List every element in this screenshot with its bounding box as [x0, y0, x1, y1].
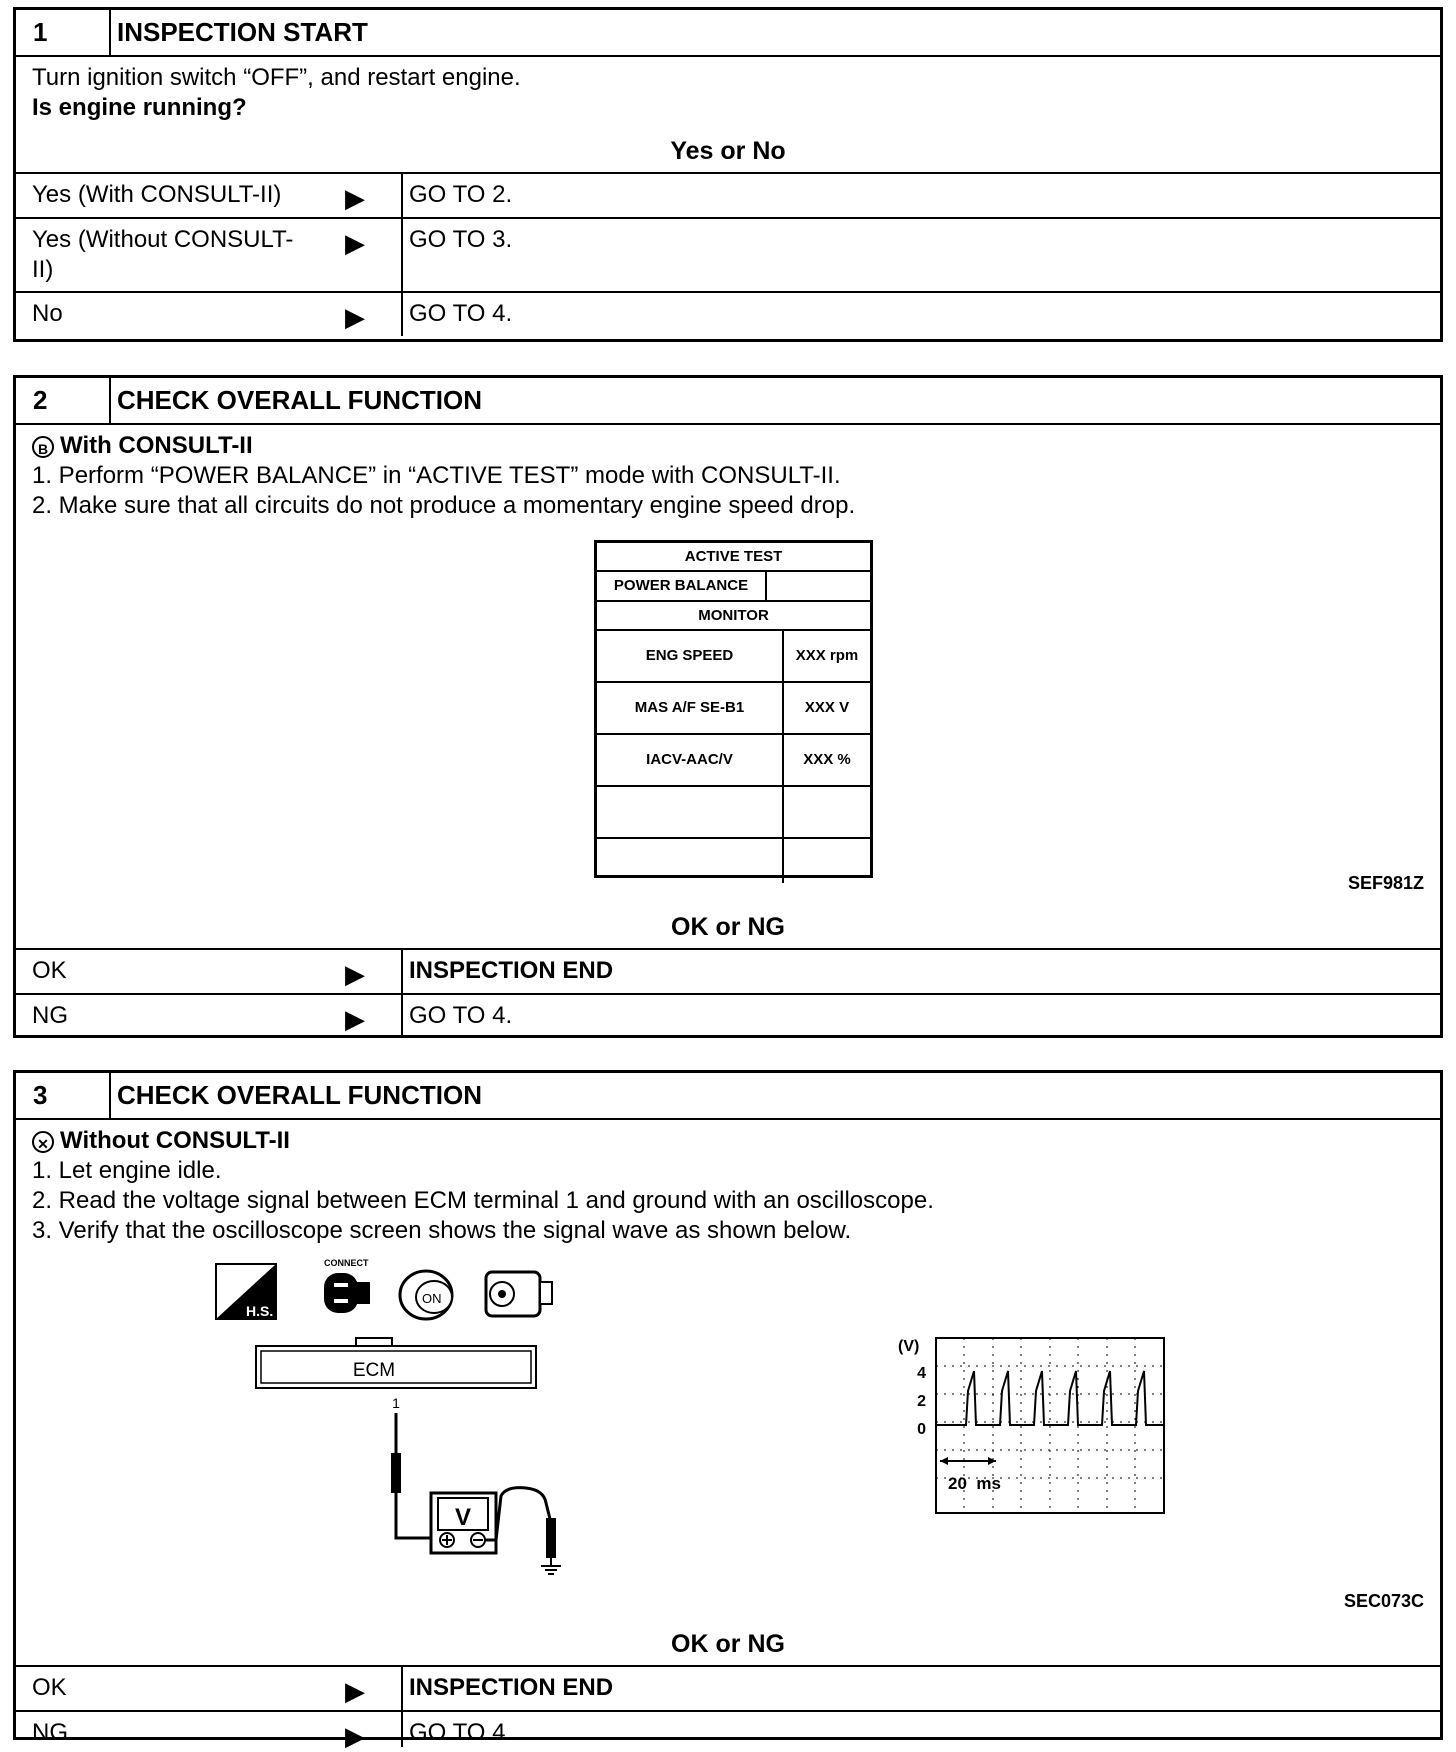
result-label: NG — [32, 1719, 68, 1746]
scope-tick: 4 — [917, 1365, 926, 1382]
section-header — [16, 10, 1440, 57]
ignition-on-icon — [400, 1271, 452, 1319]
result-action[interactable]: GO TO 4. — [409, 300, 513, 327]
result-row — [16, 217, 1440, 291]
arrow-icon: ▶ — [345, 1676, 365, 1706]
section-3 — [13, 1070, 1443, 1751]
step-line: 1. Let engine idle. — [32, 1157, 222, 1184]
hot-start-icon — [216, 1264, 276, 1319]
ecm-label: ECM — [352, 1360, 396, 1381]
screen-row-empty — [597, 839, 870, 883]
step-number: 2 — [16, 378, 111, 423]
figure-id: SEC073C — [1343, 1591, 1424, 1611]
screen-row-name: MAS A/F SE-B1 — [597, 683, 784, 733]
result-action[interactable]: GO TO 4. — [409, 1002, 513, 1029]
step-number: 1 — [16, 10, 111, 55]
result-row — [16, 948, 1440, 993]
step-line: 2. Read the voltage signal between ECM terminal 1 and ground with an oscilloscope. — [32, 1187, 934, 1214]
decision-label: Yes or No — [670, 137, 786, 165]
step-line: 1. Perform “POWER BALANCE” in “ACTIVE TEST” mode with CONSULT-II. — [32, 462, 841, 489]
arrow-icon: ▶ — [345, 228, 365, 258]
result-label: NG — [32, 1002, 68, 1029]
result-row — [16, 1665, 1440, 1710]
hs-label: H.S. — [246, 1303, 274, 1319]
result-row — [16, 1710, 1440, 1751]
oscilloscope-waveform — [896, 1333, 1186, 1533]
arrow-icon: ▶ — [345, 959, 365, 989]
voltmeter — [431, 1493, 496, 1553]
mode-heading — [32, 431, 1424, 461]
instruction-line: Turn ignition switch “OFF”, and restart engine. — [32, 64, 521, 91]
on-label: ON — [422, 1291, 442, 1306]
scope-tick: 0 — [917, 1421, 926, 1438]
screen-row-name: IACV-AAC/V — [597, 735, 784, 785]
step-title: INSPECTION START — [117, 17, 368, 47]
section-header — [16, 378, 1440, 425]
screen-item-row — [597, 572, 870, 602]
instruction-text — [16, 1120, 1440, 1246]
meter-label: V — [454, 1504, 472, 1531]
step-title: CHECK OVERALL FUNCTION — [117, 385, 482, 415]
mode-label: With CONSULT-II — [60, 432, 253, 459]
result-action[interactable]: GO TO 2. — [409, 181, 513, 208]
result-label: Yes (With CONSULT-II) — [32, 181, 282, 208]
connect-label: CONNECT — [324, 1258, 369, 1268]
result-row — [16, 291, 1440, 336]
result-label: Yes (Without CONSULT-II) — [32, 226, 294, 283]
terminal-number: 1 — [392, 1395, 400, 1411]
screen-row-value: XXX V — [804, 699, 850, 716]
screen-row-value: XXX % — [803, 751, 851, 768]
screen-row — [597, 735, 870, 787]
result-action[interactable]: INSPECTION END — [409, 957, 614, 984]
no-consult-icon: ✕ — [32, 1131, 54, 1153]
ecm-wiring-diagram — [206, 1258, 606, 1583]
scope-timebase: 20 ms — [948, 1474, 1001, 1493]
section-header — [16, 1073, 1440, 1120]
instruction-text — [16, 425, 1440, 521]
mode-label: Without CONSULT-II — [60, 1127, 290, 1154]
screen-header: ACTIVE TEST — [597, 543, 870, 572]
screen-row-empty — [597, 787, 870, 839]
step-title: CHECK OVERALL FUNCTION — [117, 1080, 482, 1110]
result-label: No — [32, 300, 63, 327]
consult-icon: B — [32, 436, 54, 458]
result-row — [16, 172, 1440, 217]
screen-row-name: ENG SPEED — [597, 631, 784, 681]
decision-label: OK or NG — [671, 1630, 785, 1658]
screen-monitor: MONITOR — [597, 602, 870, 631]
section-2 — [13, 375, 1443, 1038]
result-row — [16, 993, 1440, 1038]
scope-tick: 2 — [917, 1393, 926, 1410]
screen-row-value: XXX rpm — [795, 647, 859, 664]
section-1 — [13, 7, 1443, 342]
instruction-text — [16, 57, 1440, 123]
question-text: Is engine running? — [32, 94, 247, 121]
connect-icon — [324, 1258, 370, 1313]
screen-row — [597, 631, 870, 683]
result-action[interactable]: GO TO 3. — [409, 226, 513, 253]
screen-row — [597, 683, 870, 735]
arrow-icon: ▶ — [345, 1721, 365, 1751]
ground-icon — [541, 1566, 561, 1574]
arrow-icon: ▶ — [345, 183, 365, 213]
figure-id: SEF981Z — [1347, 873, 1424, 893]
ecm-connector — [256, 1338, 536, 1411]
step-line: 3. Verify that the oscilloscope screen shows the signal wave as shown below. — [32, 1217, 852, 1244]
arrow-icon: ▶ — [345, 1004, 365, 1034]
result-label: OK — [32, 1674, 67, 1701]
result-action[interactable]: INSPECTION END — [409, 1674, 614, 1701]
decision-label: OK or NG — [671, 913, 785, 941]
step-number: 3 — [16, 1073, 111, 1118]
step-line: 2. Make sure that all circuits do not produce a momentary engine speed drop. — [32, 492, 856, 519]
engine-icon — [486, 1272, 552, 1316]
scope-unit: (V) — [898, 1338, 920, 1355]
result-label: OK — [32, 957, 67, 984]
arrow-icon: ▶ — [345, 302, 365, 332]
consult-screen — [594, 540, 873, 878]
screen-item: POWER BALANCE — [597, 572, 767, 600]
mode-heading — [32, 1126, 1424, 1156]
result-action[interactable]: GO TO 4. — [409, 1719, 513, 1746]
